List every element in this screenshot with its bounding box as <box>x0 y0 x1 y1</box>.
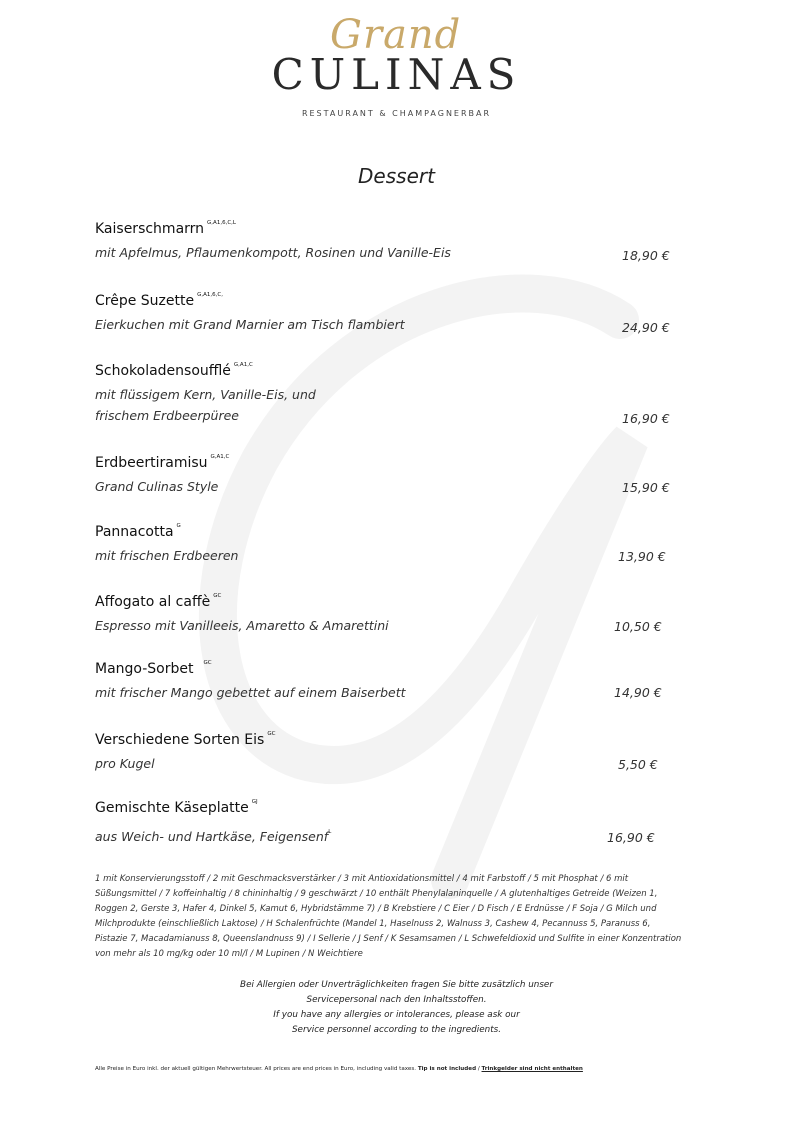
logo-name: CULINAS <box>271 50 522 99</box>
item-name: Crêpe Suzette $^{G,A1,6,C,}$ <box>95 292 223 309</box>
item-price: 5,50 € <box>618 757 658 772</box>
notice-line: Bei Allergien oder Unverträglichkeiten fragen Sie bitte zusätzlich unser <box>240 980 553 990</box>
item-name: Kaiserschmarrn $^{G,A1,6,C,L}$ <box>95 220 236 237</box>
allergen-legend: 1 mit Konservierungsstoff / 2 mit Geschmacksverstärker / 3 mit Antioxidationsmittel / 4 mit Farbstoff / 5 mit Phosphat / 6 mit Süßungsmittel / 7 koffeinhaltig / 8 chininhaltig / 9 geschwärzt / 10 enthält Phenylalaninquelle / A glutenhaltiges Getreide (Weizen 1, Roggen 2, Gerste 3, Hafer 4, Dinkel 5, Kamut 6, Hybridstämme 7) / B Krebstiere / C Eier / D Fisch / E Erdnüsse / F Soja / G Milch und Milchprodukte (einschließlich Laktose) / H Schalenfrüchte (Mandel 1, Haselnuss 2, Walnuss 3, Cashew 4, Pecannuss 5, Paranuss 6, Pistazie 7, Macadamianuss 8, Queenslandnuss 9) / I Sellerie / J Senf / K Sesamsamen / L Schwefeldioxid und Sulfite in einer Konzentration von mehr als 10 mg/kg oder 10 ml/l / M Lupinen / N Weichtiere <box>95 874 682 959</box>
menu-item <box>95 523 675 566</box>
item-price: 13,90 € <box>618 549 666 564</box>
item-price: 14,90 € <box>614 685 662 700</box>
notice-line: Service personnel according to the ingredients. <box>291 1025 502 1035</box>
logo-subtitle: RESTAURANT & CHAMPAGNERBAR <box>301 109 492 118</box>
menu-item <box>95 292 675 335</box>
menu-item <box>95 660 675 703</box>
item-price: 16,90 € <box>622 411 670 426</box>
allergen-codes: GC <box>203 660 212 666</box>
menu-item <box>95 593 675 636</box>
menu-item <box>95 362 675 426</box>
menu-item <box>95 454 675 497</box>
item-description: Eierkuchen mit Grand Marnier am Tisch flambiert <box>95 317 405 332</box>
allergen-codes: G,A1,6,C,L <box>207 220 236 226</box>
item-description-line-2: frischem Erdbeerpüree <box>95 408 239 423</box>
notice-line: If you have any allergies or intolerances, please ask our <box>273 1010 520 1020</box>
item-description: mit frischer Mango gebettet auf einem Baiserbett <box>95 685 406 700</box>
notice-line: Servicepersonal nach den Inhaltsstoffen. <box>306 995 487 1005</box>
item-name: Affogato al caffè $^{GC}$ <box>95 593 222 610</box>
allergen-codes: G,A1,C <box>233 362 253 368</box>
item-name: Mango-Sorbet $^{GC}$ <box>95 660 212 677</box>
item-price: 24,90 € <box>622 320 670 335</box>
menu-item <box>95 799 675 847</box>
logo-script-text: Grand <box>330 12 462 58</box>
allergen-codes: G,A1,C <box>210 454 230 460</box>
footer-note: Alle Preise in Euro inkl. der aktuell gültigen Mehrwertsteuer. All prices are end prices in Euro, including valid taxes. Tip is not included / Trinkgelder sind nicht enthalten <box>95 1066 583 1072</box>
item-price: 15,90 € <box>622 480 670 495</box>
item-name: Pannacotta $^G$ <box>95 523 181 540</box>
trinkgeld-note: Trinkgelder sind nicht enthalten <box>481 1066 583 1072</box>
allergen-codes: L <box>328 829 332 835</box>
section-title: Dessert <box>358 164 435 188</box>
item-description: Espresso mit Vanilleeis, Amaretto & Amarettini <box>95 618 389 633</box>
item-price: 18,90 € <box>622 248 670 263</box>
allergy-notice <box>0 978 793 1038</box>
allergen-codes: GC <box>213 593 222 599</box>
menu-item <box>95 731 675 774</box>
item-name: Gemischte Käseplatte $^{GJ}$ <box>95 799 258 816</box>
menu-item <box>95 220 675 263</box>
allergen-codes: GJ <box>251 799 258 805</box>
item-description: mit flüssigem Kern, Vanille-Eis, und <box>95 387 316 402</box>
item-description: pro Kugel <box>95 756 155 771</box>
allergen-codes: GC <box>267 731 276 737</box>
item-price: 16,90 € <box>607 830 655 845</box>
item-description: mit frischen Erdbeeren <box>95 548 239 563</box>
allergen-codes: G <box>176 523 181 529</box>
tip-note: Tip is not included <box>417 1066 477 1072</box>
item-description: aus Weich- und Hartkäse, Feigensenf$^L$ <box>95 829 332 845</box>
allergen-codes: G,A1,6,C, <box>197 292 223 298</box>
item-price: 10,50 € <box>614 619 662 634</box>
item-description: Grand Culinas Style <box>95 479 219 494</box>
item-name: Verschiedene Sorten Eis $^{GC}$ <box>95 731 276 748</box>
item-name: Schokoladensoufflé $^{G,A1,C}$ <box>95 362 253 379</box>
item-name: Erdbeertiramisu $^{G,A1,C}$ <box>95 454 230 471</box>
item-description: mit Apfelmus, Pflaumenkompott, Rosinen und Vanille-Eis <box>95 245 451 260</box>
